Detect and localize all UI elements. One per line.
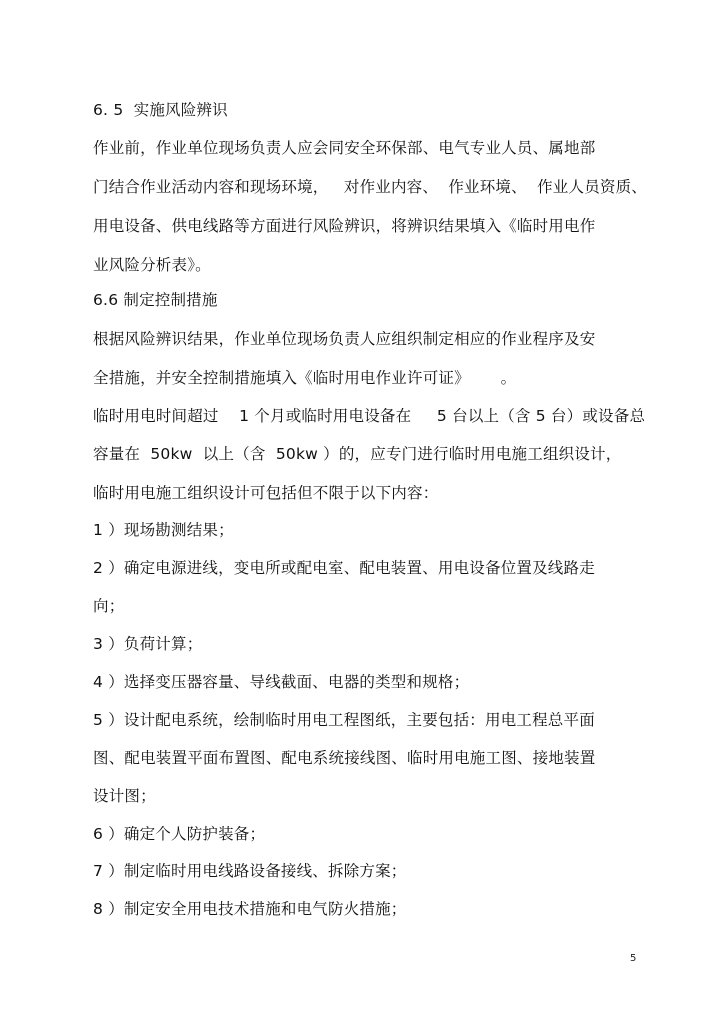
section-heading-6-6: 6.6 制定控制措施 <box>93 291 218 309</box>
paragraph-line: 临时用电时间超过 1 个月或临时用电设备在 5 台以上（含 5 台）或设备总 <box>93 407 646 425</box>
paragraph-line: 门结合作业活动内容和现场环境， 对作业内容、 作业环境、 作业人员资质、 <box>93 178 647 196</box>
list-item: 7 ）制定临时用电线路设备接线、拆除方案； <box>93 862 407 880</box>
list-item-continuation: 设计图； <box>93 787 156 805</box>
list-item-continuation: 图、配电装置平面布置图、配电系统接线图、临时用电施工图、接地装置 <box>93 749 596 767</box>
list-item: 5 ）设计配电系统，绘制临时用电工程图纸，主要包括：用电工程总平面 <box>93 711 595 729</box>
paragraph-line: 临时用电施工组织设计可包括但不限于以下内容： <box>93 484 439 502</box>
paragraph-line: 作业前，作业单位现场负责人应会同安全环保部、电气专业人员、属地部 <box>93 139 596 157</box>
paragraph-line: 用电设备、供电线路等方面进行风险辨识，将辨识结果填入《临时用电作 <box>93 217 596 235</box>
section-heading-6-5: 6. 5 实施风险辨识 <box>93 101 228 119</box>
list-item: 3 ）负荷计算； <box>93 635 203 653</box>
list-item: 2 ）确定电源进线，变电所或配电室、配电装置、用电设备位置及线路走 <box>93 559 595 577</box>
paragraph-line: 容量在 50kw 以上（含 50kw ）的，应专门进行临时用电施工组织设计， <box>93 445 622 463</box>
list-item: 8 ）制定安全用电技术措施和电气防火措施； <box>93 900 407 918</box>
paragraph-line: 全措施，并安全控制措施填入《临时用电作业许可证》 。 <box>93 369 517 387</box>
list-item: 6 ）确定个人防护装备； <box>93 825 266 843</box>
paragraph-line: 根据风险辨识结果，作业单位现场负责人应组织制定相应的作业程序及安 <box>93 330 596 348</box>
paragraph-line: 业风险分析表》。 <box>93 256 211 274</box>
list-item-continuation: 向； <box>93 597 125 615</box>
list-item: 1 ）现场勘测结果； <box>93 521 234 539</box>
list-item: 4 ）选择变压器容量、导线截面、电器的类型和规格； <box>93 673 470 691</box>
page-number: 5 <box>630 953 637 964</box>
